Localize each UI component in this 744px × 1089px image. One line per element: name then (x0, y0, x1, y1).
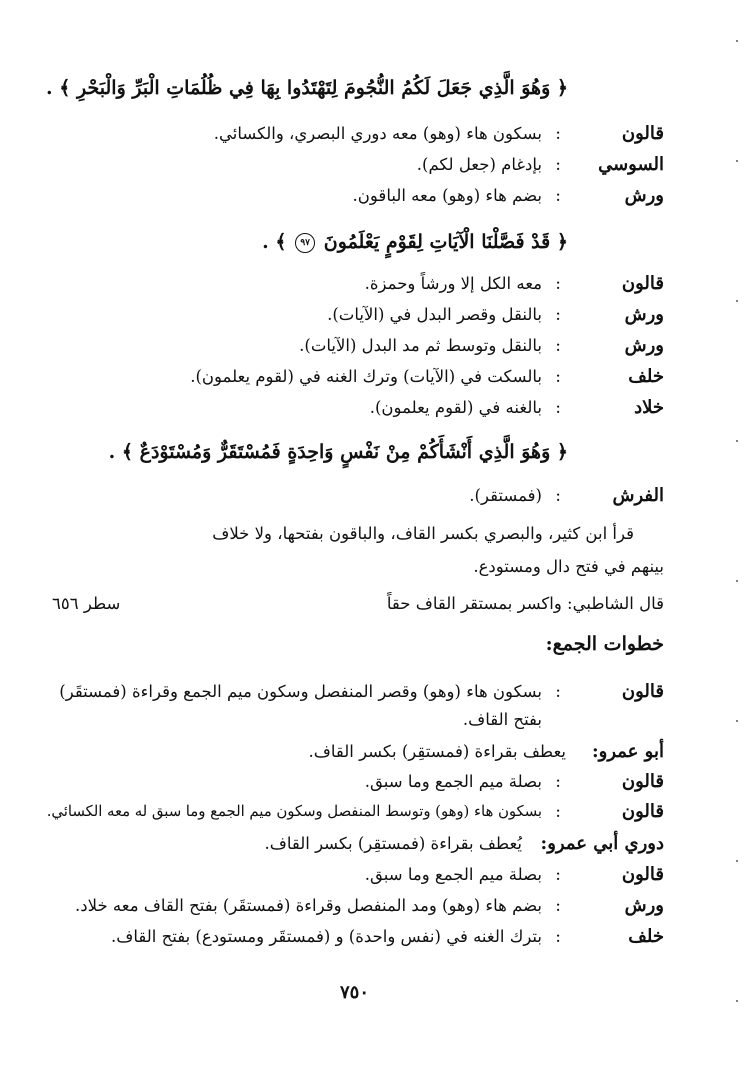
farsh-paragraph-line-2: بينهم في فتح دال ومستودع. (473, 557, 664, 576)
reading-text: بإدغام (جعل لكم). (416, 155, 542, 174)
reader-name: قالون (621, 681, 664, 702)
reading-text: بالنقل وتوسط ثم مد البدل (الآيات). (299, 336, 542, 355)
reading-text: بضم هاء (وهو) ومد المنفصل وقراءة (فمستقَر) بفتح القاف معه خلاد. (75, 896, 542, 915)
margin-dot (736, 40, 738, 42)
reading-text: بالنقل وقصر البدل في (الآيات). (327, 305, 542, 324)
farsh-paragraph-line-1: قرأ ابن كثير، والبصري بكسر القاف، والباقون بفتحها، ولا خلاف (212, 524, 634, 543)
reading-text: بصلة ميم الجمع وما سبق. (364, 772, 542, 791)
margin-dot (736, 440, 738, 442)
verse-close: ﴾ . (262, 231, 287, 253)
reader-name: قالون (621, 273, 664, 294)
colon-separator: : (555, 802, 561, 822)
colon-separator: : (555, 186, 561, 206)
reading-text: بالغنه في (لقوم يعلمون). (369, 398, 542, 417)
line-reference: سطر ٦٥٦ (52, 594, 121, 613)
reader-name: قالون (621, 801, 664, 822)
reader-name: خلف (628, 366, 664, 387)
reader-name: ورش (624, 335, 664, 356)
quran-verse-2 (262, 230, 568, 254)
colon-separator: : (555, 927, 561, 947)
reading-text: بضم هاء (وهو) معه الباقون. (352, 186, 542, 205)
margin-dot (736, 580, 738, 582)
margin-dot (736, 720, 738, 722)
reader-name: قالون (621, 771, 664, 792)
reading-text: معه الكل إلا ورشاً وحمزة. (364, 274, 542, 293)
page-number: ٧٥٠ (340, 982, 370, 1003)
reading-text: بسكون هاء (وهو) معه دوري البصري، والكسائي. (213, 124, 542, 143)
colon-separator: : (555, 336, 561, 356)
reader-name: خلف (628, 926, 664, 947)
colon-separator: : (555, 865, 561, 885)
reader-name: دوري أبي عمرو: (540, 833, 664, 854)
quran-verse-3: ﴿ وَهُوَ الَّذِي أَنْشَأَكُمْ مِنْ نَفْسٍ وَاحِدَةٍ فَمُسْتَقَرٌّ وَمُسْتَوْدَعٌ ﴾ . (108, 441, 568, 463)
quran-verse-1: ﴿ وَهُوَ الَّذِي جَعَلَ لَكُمُ النُّجُومَ لِتَهْتَدُوا بِهَا فِي ظُلُمَاتِ الْبَرِّ وَالْبَحْرِ ﴾ . (46, 77, 568, 99)
colon-separator: : (555, 305, 561, 325)
colon-separator: : (555, 772, 561, 792)
reading-text: يعطف بقراءة (فمستقِر) بكسر القاف. (308, 742, 566, 761)
margin-dot (736, 300, 738, 302)
colon-separator: : (555, 682, 561, 702)
reading-text: بسكون هاء (وهو) وقصر المنفصل وسكون ميم الجمع وقراءة (فمستقَر) (59, 682, 542, 701)
reading-text-continued: بفتح القاف. (462, 710, 542, 729)
colon-separator: : (555, 367, 561, 387)
colon-separator: : (555, 155, 561, 175)
reading-text: يُعطف بقراءة (فمستقِر) بكسر القاف. (264, 834, 522, 853)
reading-text: بترك الغنه في (نفس واحدة) و (فمستقَر ومستودع) بفتح القاف. (111, 927, 542, 946)
margin-dot (736, 1000, 738, 1002)
reader-name: ورش (624, 304, 664, 325)
shatibi-quote: قال الشاطبي: واكسر بمستقر القاف حقاً (386, 594, 664, 613)
reader-name: خلاد (634, 397, 664, 418)
reader-name: السوسي (598, 154, 664, 175)
colon-separator: : (555, 124, 561, 144)
steps-heading: خطوات الجمع: (545, 633, 664, 655)
reader-name: قالون (621, 864, 664, 885)
colon-separator: : (555, 398, 561, 418)
reader-name: أبو عمرو: (592, 741, 664, 762)
margin-dot (736, 860, 738, 862)
farsh-word: (فمستقر). (469, 486, 542, 505)
farsh-label: الفرش (612, 485, 664, 506)
ayah-number-icon: ٩٧ (295, 233, 315, 253)
verse-text: ﴿ قَدْ فَصَّلْنَا الْآيَاتِ لِقَوْمٍ يَعْلَمُونَ (323, 231, 568, 253)
reader-name: ورش (624, 185, 664, 206)
margin-dot (736, 160, 738, 162)
colon-separator: : (555, 486, 561, 506)
reader-name: قالون (621, 123, 664, 144)
reader-name: ورش (624, 895, 664, 916)
reading-text: بسكون هاء (وهو) وتوسط المنفصل وسكون ميم الجمع وما سبق له معه الكسائي. (46, 803, 542, 820)
colon-separator: : (555, 896, 561, 916)
colon-separator: : (555, 274, 561, 294)
reading-text: بالسكت في (الآيات) وترك الغنه في (لقوم يعلمون). (190, 367, 542, 386)
reading-text: بصلة ميم الجمع وما سبق. (364, 865, 542, 884)
